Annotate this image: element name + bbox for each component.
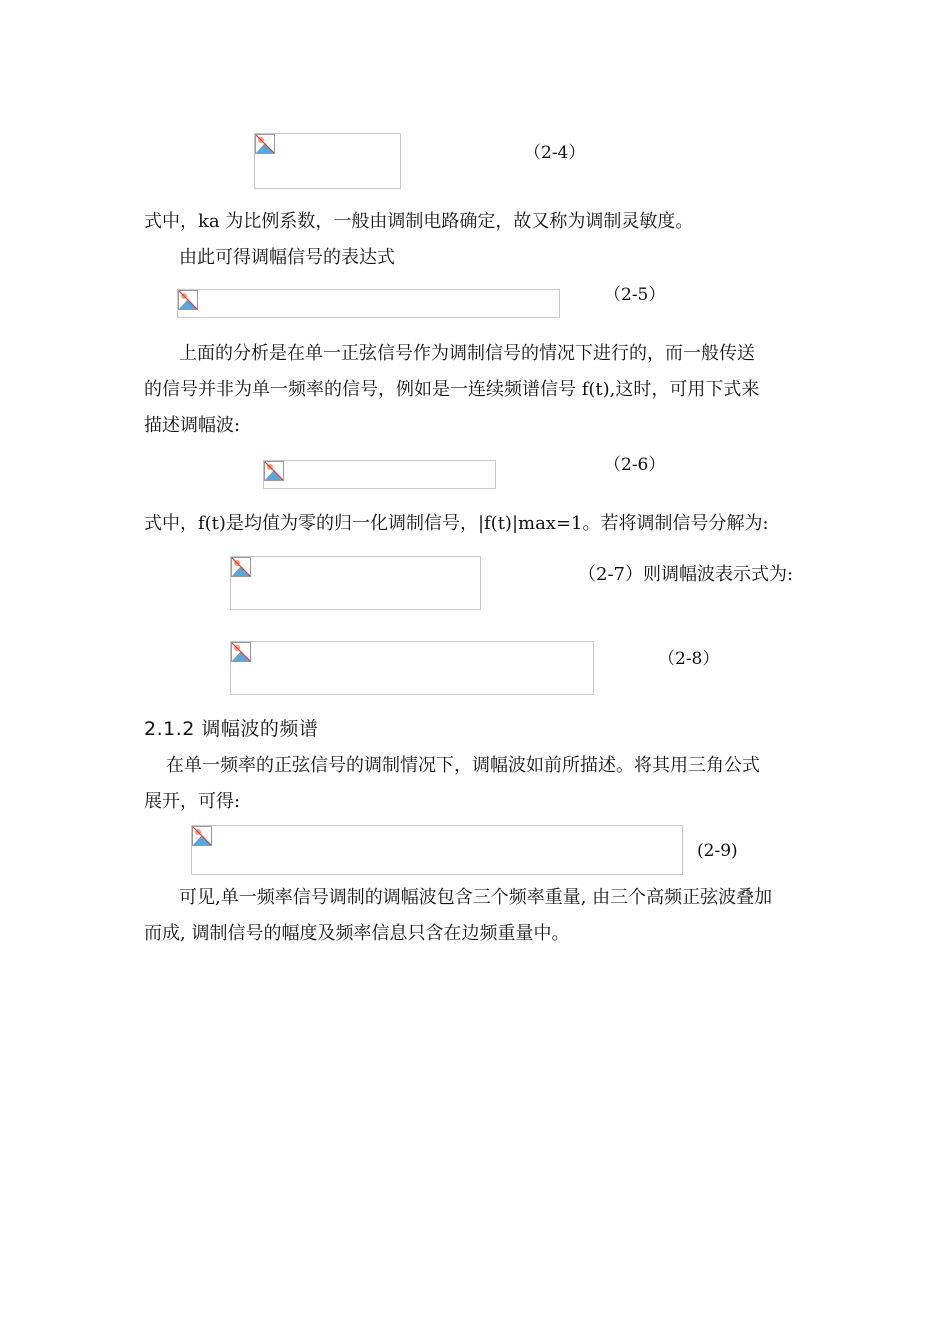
section-heading: 2.1.2 调幅波的频谱 xyxy=(144,718,319,740)
equation-number-with-text: （2-7）则调幅波表示式为: xyxy=(578,564,794,585)
broken-image-icon xyxy=(192,826,212,846)
paragraph-spectrum-line-1: 在单一频率的正弦信号的调制情况下，调幅波如前所描述。将其用三角公式 xyxy=(166,755,760,776)
broken-image-icon xyxy=(178,290,198,310)
paragraph-spectrum-line-2: 展开，可得: xyxy=(144,791,241,812)
equation-number: （2-4） xyxy=(524,143,586,163)
broken-image-icon xyxy=(231,642,251,662)
paragraph-visible-line-2: 而成, 调制信号的幅度及频率信息只含在边频重量中。 xyxy=(144,923,570,944)
broken-image-icon xyxy=(255,134,275,154)
equation-image-2-7 xyxy=(230,556,481,610)
paragraph-analysis-line-2: 的信号并非为单一频率的信号，例如是一连续频谱信号 f(t),这时，可用下式来 xyxy=(144,379,760,400)
paragraph-analysis-line-1: 上面的分析是在单一正弦信号作为调制信号的情况下进行的，而一般传送 xyxy=(179,343,755,364)
paragraph-ft: 式中，f(t)是均值为零的归一化调制信号，|f(t)|max=1。若将调制信号分解为: xyxy=(144,513,769,534)
broken-image-icon xyxy=(231,557,251,577)
equation-number: （2-6） xyxy=(604,455,666,475)
broken-image-icon xyxy=(264,461,284,481)
equation-image-2-8 xyxy=(230,641,594,695)
equation-image-2-6 xyxy=(263,460,496,489)
paragraph-visible-line-1: 可见,单一频率信号调制的调幅波包含三个频率重量, 由三个高频正弦波叠加 xyxy=(179,887,773,908)
equation-image-2-9 xyxy=(191,825,683,875)
equation-number: (2-9) xyxy=(697,841,738,861)
equation-image-2-5 xyxy=(177,289,560,318)
paragraph-ka: 式中，ka 为比例系数，一般由调制电路确定，故又称为调制灵敏度。 xyxy=(144,211,694,232)
equation-number: （2-8） xyxy=(658,649,720,669)
equation-image-2-4 xyxy=(254,133,401,189)
paragraph-analysis-line-3: 描述调幅波: xyxy=(144,415,241,436)
equation-number: （2-5） xyxy=(604,285,666,305)
paragraph-from-this: 由此可得调幅信号的表达式 xyxy=(179,247,395,268)
